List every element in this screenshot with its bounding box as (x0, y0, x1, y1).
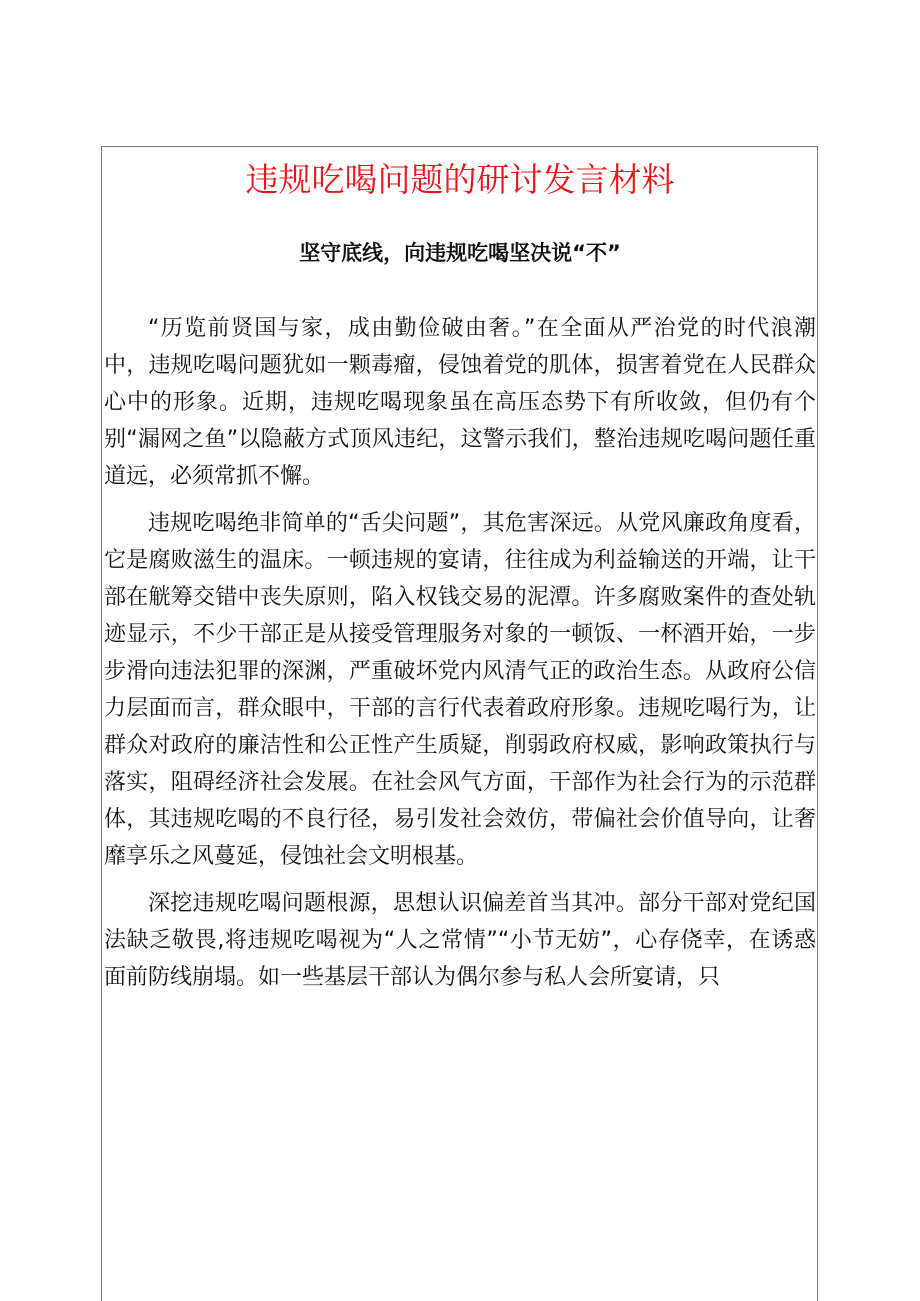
paragraph-1: “历览前贤国与家，成由勤俭破由奢。”在全面从严治党的时代浪潮中，违规吃喝问题犹如一颗毒瘤，侵蚀着党的肌体，损害着党在人民群众心中的形象。近期，违规吃喝现象虽在高压态势下有所收敛，但仍有个别“漏网之鱼”以隐蔽方式顶风违纪，这警示我们，整治违规吃喝问题任重道远，必须常抓不懈。 (104, 316, 816, 489)
document-subtitle: 坚守底线，向违规吃喝坚决说“不” (299, 241, 621, 265)
document-title: 违规吃喝问题的研讨发言材料 (245, 160, 675, 199)
paragraph-2: 违规吃喝绝非简单的“舌尖问题”，其危害深远。从党风廉政角度看，它是腐败滋生的温床。一顿违规的宴请，往往成为利益输送的开端，让干部在觥筹交错中丧失原则，陷入权钱交易的泥潭。许多腐败案件的查处轨迹显示，不少干部正是从接受管理服务对象的一顿饭、一杯酒开始，一步步滑向违法犯罪的深渊，严重破坏党内风清气正的政治生态。从政府公信力层面而言，群众眼中，干部的言行代表着政府形象。违规吃喝行为，让群众对政府的廉洁性和公正性产生质疑，削弱政府权威，影响政策执行与落实，阻碍经济社会发展。在社会风气方面，干部作为社会行为的示范群体，其违规吃喝的不良行径，易引发社会效仿，带偏社会价值导向，让奢靡享乐之风蔓延，侵蚀社会文明根基。 (104, 511, 816, 869)
document-body (104, 310, 816, 1006)
paragraph-3: 深挖违规吃喝问题根源，思想认识偏差首当其冲。部分干部对党纪国法缺乏敬畏,将违规吃喝视为“人之常情”“小节无妨”，心存侥幸，在诱惑面前防线崩塌。如一些基层干部认为偶尔参与私人会所宴请，只 (104, 891, 816, 990)
